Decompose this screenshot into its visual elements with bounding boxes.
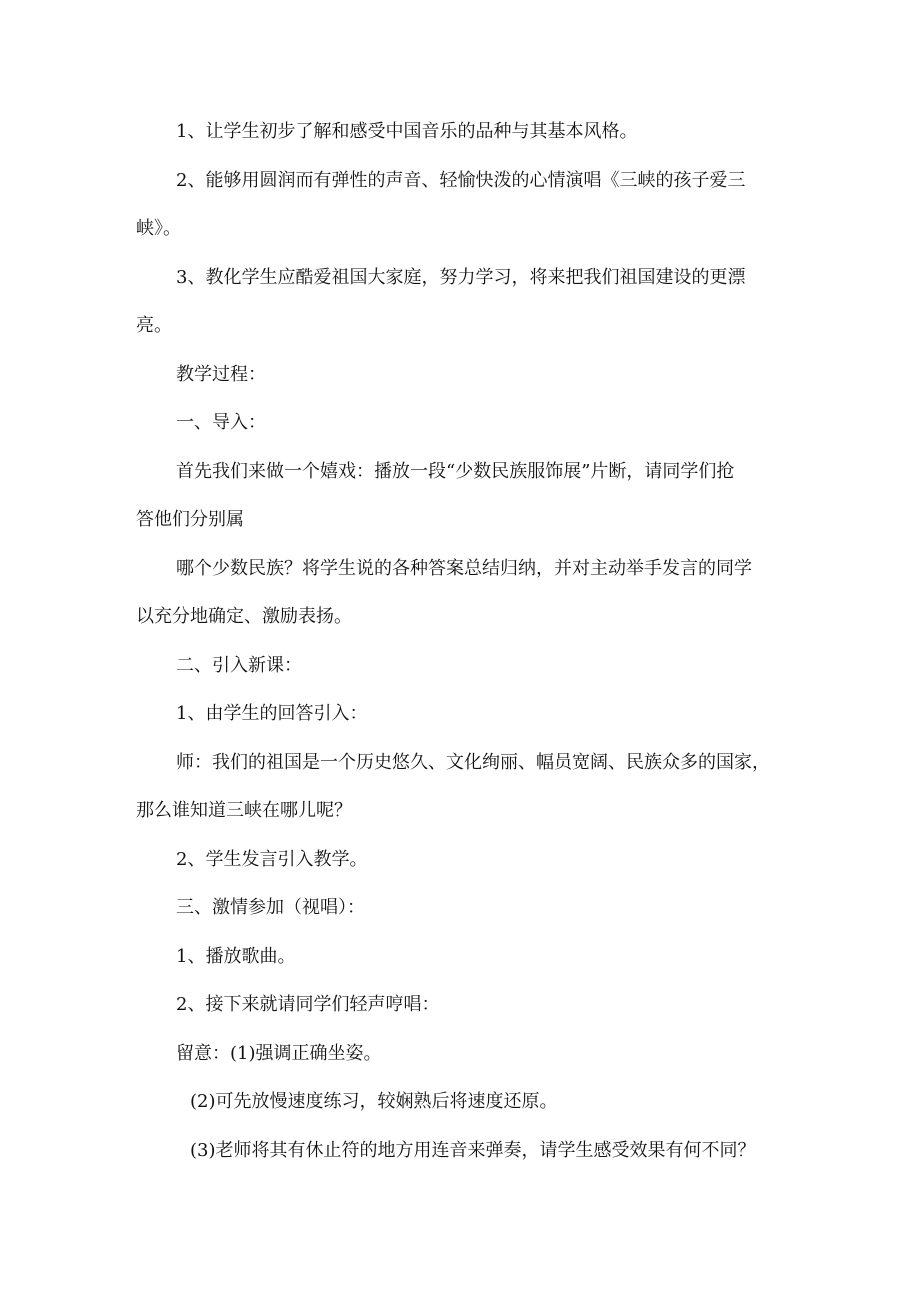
note-item-2: (2)可先放慢速度练习，较娴熟后将速度还原。: [190, 1091, 558, 1112]
teacher-paragraph-line-1: 师：我们的祖国是一个历史悠久、文化绚丽、幅员宽阔、民族众多的国家，: [176, 751, 770, 773]
answer-paragraph-line-2: 以充分地确定、激励表扬。: [136, 606, 352, 627]
objective-2-line-1: 2、能够用圆润而有弹性的声音、轻愉快泼的心情演唱《三峡的孩子爱三: [176, 169, 746, 191]
objective-1: 1、让学生初步了解和感受中国音乐的品种与其基本风格。: [176, 121, 638, 142]
game-paragraph-line-1: 首先我们来做一个嬉戏：播放一段“少数民族服饰展”片断，请同学们抢: [176, 460, 735, 482]
objective-3-line-2: 亮。: [136, 315, 172, 336]
section-2-heading: 二、引入新课：: [176, 654, 302, 676]
objective-2-line-2: 峡》。: [136, 218, 181, 239]
teacher-paragraph-line-2: 那么谁知道三峡在哪儿呢？: [136, 800, 352, 821]
note-item-3: (3)老师将其有休止符的地方用连音来弹奏，请学生感受效果有何不同？: [190, 1139, 756, 1161]
section-3-item-1: 1、播放歌曲。: [176, 945, 296, 967]
section-2-item-2: 2、学生发言引入教学。: [176, 848, 368, 870]
section-2-item-1: 1、由学生的回答引入：: [176, 703, 368, 724]
section-3-heading: 三、激情参加（视唱）：: [176, 897, 365, 918]
document-body: [136, 108, 786, 1175]
section-3-item-2: 2、接下来就请同学们轻声哼唱：: [176, 994, 440, 1015]
objective-3-line-1: 3、教化学生应酷爱祖国大家庭，努力学习，将来把我们祖国建设的更漂: [176, 266, 746, 288]
teaching-process-heading: 教学过程：: [176, 363, 266, 385]
game-paragraph-line-2: 答他们分别属: [136, 509, 244, 530]
answer-paragraph-line-1: 哪个少数民族？将学生说的各种答案总结归纳，并对主动举手发言的同学: [176, 557, 752, 579]
note-item-1: 留意：(1)强调正确坐姿。: [176, 1042, 382, 1064]
section-1-heading: 一、导入：: [176, 412, 266, 433]
